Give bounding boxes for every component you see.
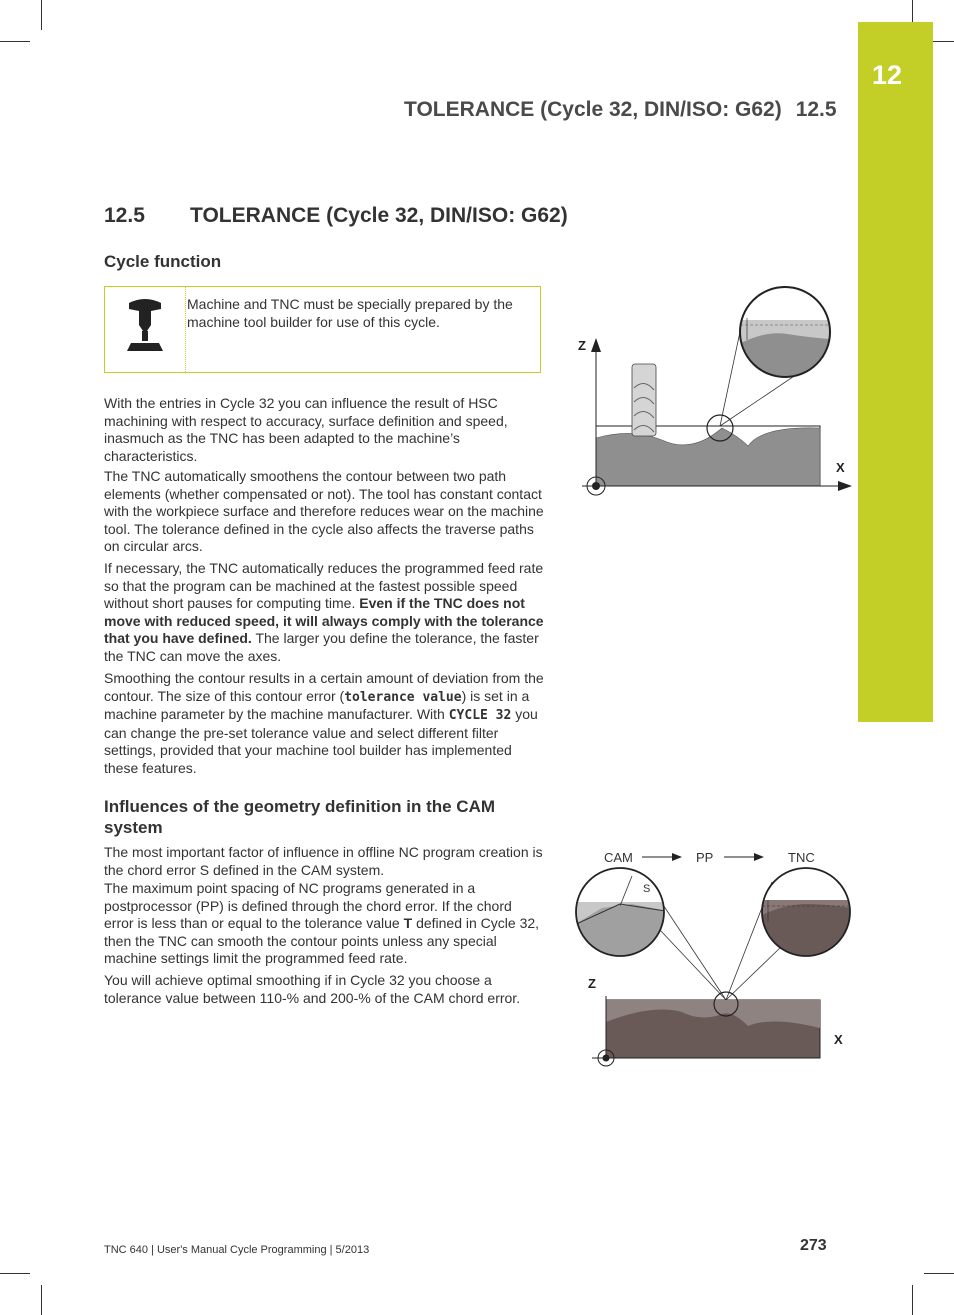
cam-section-paragraph-1 [104, 844, 544, 879]
tolerance-figure [572, 278, 862, 508]
section-title: TOLERANCE (Cycle 32, DIN/ISO: G62) [190, 204, 568, 227]
paragraph-emphasis: Even if the TNC does not move with reduced speed, it will always comply with the tolerance that you have defined. [104, 595, 544, 647]
paragraph-text: you can change the pre-set tolerance value and select different filter settings, provided that your machine tool builder has implemented these features. [104, 706, 538, 776]
chapter-number: 12 [872, 60, 903, 90]
paragraph-text: The TNC automatically smoothens the contour between two path elements (whether compensated or not). The tool has constant contact with the workpiece surface and therefore reduces wear on the machine tool. The tolerance defined in the cycle also affects the traverse paths on circular arcs. [104, 468, 544, 555]
cam-section-heading: Influences of the geometry definition in the CAM system [104, 797, 496, 837]
crop-mark [41, 1285, 42, 1315]
axis-z-label: Z [578, 338, 586, 353]
tnc-label: TNC [788, 850, 815, 865]
paragraph-text: With the entries in Cycle 32 you can influence the result of HSC machining with respect to accuracy, surface definition and speed, inasmuch as the TNC has been adapted to the machine’s characteristics. [104, 395, 508, 464]
crop-mark [0, 41, 30, 42]
milling-tool-icon [632, 364, 656, 436]
machine-note-box [104, 286, 541, 373]
crop-mark [912, 1285, 913, 1315]
paragraph-text: defined in Cycle 32, then the TNC can smooth the contour points unless any special machine settings limit the programmed feed rate. [104, 915, 540, 967]
crop-mark [0, 1273, 30, 1274]
paragraph-text: Smoothing the contour results in a certain amount of deviation from the contour. The size of this contour error ( [104, 670, 544, 704]
cam-label: CAM [604, 850, 633, 865]
paragraph-text: The maximum point spacing of NC programs generated in a postprocessor (PP) is defined through the chord error. If the chord error is less than or equal to the tolerance value [104, 880, 512, 932]
tolerance-value-code: tolerance value [344, 689, 462, 705]
axis-x-label: X [836, 460, 845, 475]
note-divider [185, 287, 186, 372]
pp-label: PP [696, 850, 714, 865]
machine-builder-icon [123, 297, 167, 358]
cycle-function-paragraph-4 [104, 670, 544, 778]
cycle-function-paragraph-1 [104, 395, 544, 465]
tolerance-t-label: T [403, 915, 413, 932]
cam-section-paragraph-3 [104, 972, 544, 1007]
axis-z-label: Z [588, 976, 596, 991]
section-number: 12.5 [104, 204, 145, 227]
cycle-32-code: CYCLE 32 [448, 708, 512, 724]
running-header-title: TOLERANCE (Cycle 32, DIN/ISO: G62) [404, 98, 782, 121]
cam-pp-tnc-figure [572, 846, 862, 1078]
paragraph-text: The most important factor of influence in offline NC program creation is the chord error S defined in the CAM system. [104, 844, 543, 878]
chord-error-s-label: S [643, 883, 651, 895]
footer-text: TNC 640 | User's Manual Cycle Programming | 5/2013 [104, 1244, 370, 1256]
page-number: 273 [800, 1237, 827, 1254]
chapter-tab [858, 22, 933, 722]
crop-mark [41, 0, 42, 30]
cycle-function-paragraph-3 [104, 560, 544, 666]
running-header [404, 98, 837, 122]
machine-note-text: Machine and TNC must be specially prepared by the machine tool builder for use of this cycle. [187, 296, 513, 330]
section-heading [104, 204, 568, 228]
paragraph-text: The larger you define the tolerance, the faster the TNC can move the axes. [104, 630, 539, 664]
cycle-function-paragraph-2 [104, 468, 544, 556]
axis-x-label: X [834, 1032, 843, 1047]
paragraph-text: ) is set in a machine parameter by the machine manufacturer. With [104, 687, 530, 723]
running-header-section: 12.5 [795, 98, 837, 121]
paragraph-text: You will achieve optimal smoothing if in Cycle 32 you choose a tolerance value between 110-% and 200-% of the CAM chord error. [104, 972, 521, 1006]
crop-mark [924, 1273, 954, 1274]
cam-section-paragraph-2 [104, 880, 544, 968]
cycle-function-heading: Cycle function [104, 252, 222, 271]
paragraph-text: If necessary, the TNC automatically reduces the programmed feed rate so that the program can be machined at the fastest possible speed without short pauses for computing time. [104, 560, 544, 612]
